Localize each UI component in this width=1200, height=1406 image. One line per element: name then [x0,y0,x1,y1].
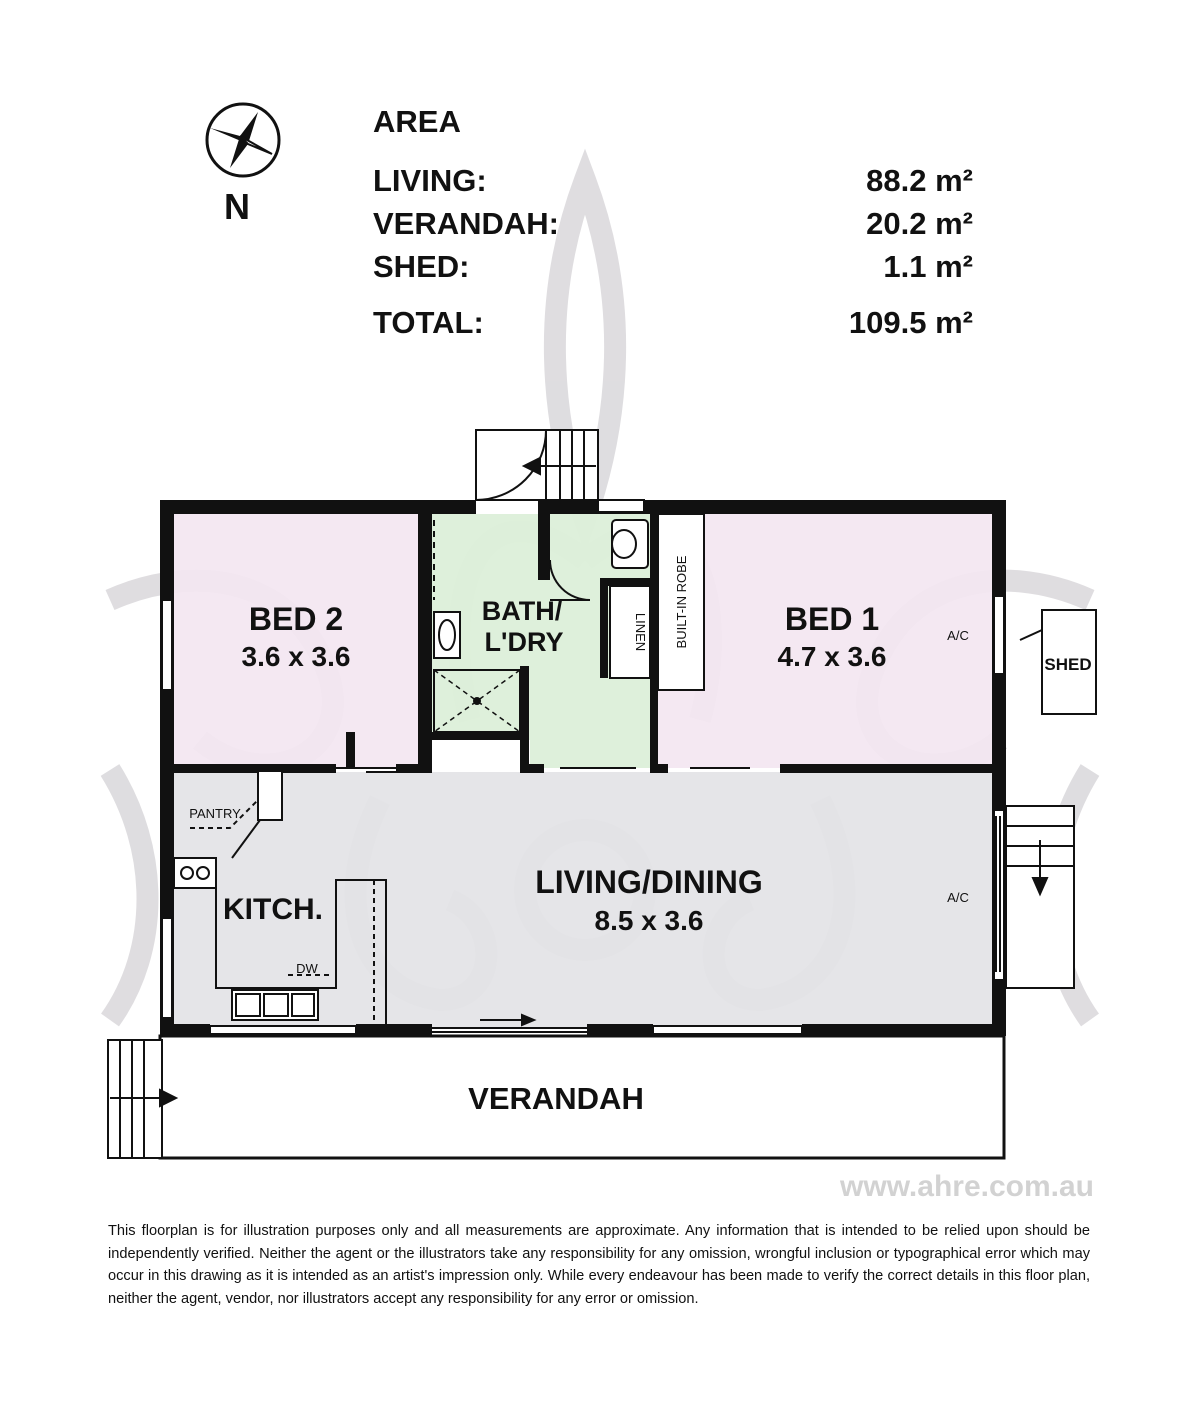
bath-label-line2: L'DRY [484,627,564,657]
verandah-label: VERANDAH [468,1081,644,1116]
linen-label: LINEN [633,612,648,652]
area-value: 109.5 m² [848,305,973,340]
area-heading: AREA [373,104,461,139]
pantry-label: PANTRY [189,806,241,821]
dishwasher-label: DW [296,961,318,976]
ac-bed1-label: A/C [947,628,969,643]
living-dims: 8.5 x 3.6 [594,905,704,936]
area-value: 1.1 m² [883,249,973,284]
bed2-dims: 3.6 x 3.6 [241,641,351,672]
area-label: LIVING: [373,163,487,198]
area-label: SHED: [373,249,470,284]
bed1-dims: 4.7 x 3.6 [777,641,887,672]
side-steps [1006,806,1074,988]
kitchen-label: KITCH. [223,893,323,926]
area-label: TOTAL: [373,305,484,340]
ac-living-label: A/C [947,890,969,905]
living-label: LIVING/DINING [535,864,763,900]
rear-steps [524,430,598,500]
bed1-label: BED 1 [784,601,880,637]
watermark-url: www.ahre.com.au [840,1170,1094,1203]
area-value: 88.2 m² [866,163,973,198]
bed2-label: BED 2 [248,601,344,637]
area-value: 20.2 m² [866,206,973,241]
disclaimer-text: This floorplan is for illustration purposes only and all measurements are approximate. Any information that is intended to be relied upon should be independently verified. Neither the agent or the illustrators take any responsibility for any omission, wrongful inclusion or typographical error which may occur in this drawing as it is intended as an artist's impression only. While every endeavour has been made to verify the correct details in this floor plan, neither the agent, vendor, nor illustrators accept any responsibility for any error or omission. [108,1223,1090,1307]
shed-label: SHED [1044,655,1092,674]
bath-label-line1: BATH/ [481,596,563,626]
robe-label: BUILT-IN ROBE [674,555,689,649]
north-label: N [224,186,250,227]
area-label: VERANDAH: [373,206,559,241]
